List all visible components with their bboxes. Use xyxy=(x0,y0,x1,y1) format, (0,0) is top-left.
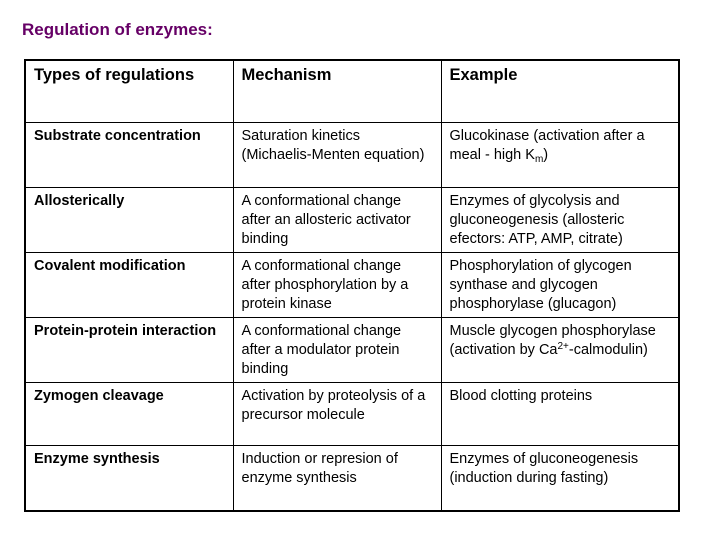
regulation-type-cell: Zymogen cleavage xyxy=(25,383,233,446)
example-text-end: -calmodulin) xyxy=(568,342,648,358)
page-title: Regulation of enzymes: xyxy=(22,20,213,39)
regulation-type-cell: Protein-protein interaction xyxy=(25,318,233,383)
ca-superscript: 2+ xyxy=(557,341,569,352)
table-row xyxy=(25,383,679,446)
regulation-type-cell: Covalent modification xyxy=(25,253,233,318)
mechanism-cell: A conformational change after an allosteric activator binding xyxy=(233,188,441,253)
example-cell: Enzymes of gluconeogenesis (induction during fasting) xyxy=(441,446,679,511)
mechanism-cell: A conformational change after a modulator protein binding xyxy=(233,318,441,383)
table-row xyxy=(25,446,679,511)
regulation-type-cell: Allosterically xyxy=(25,188,233,253)
example-cell xyxy=(441,123,679,188)
km-subscript: m xyxy=(534,154,544,165)
example-text-end: ) xyxy=(543,147,549,163)
example-cell: Phosphorylation of glycogen synthase and glycogen phosphorylase (glucagon) xyxy=(441,253,679,318)
regulation-type-cell: Enzyme synthesis xyxy=(25,446,233,511)
header-example: Example xyxy=(441,60,679,123)
mechanism-cell: Saturation kinetics (Michaelis-Menten equation) xyxy=(233,123,441,188)
example-text: Muscle glycogen phosphorylase (activation by Ca xyxy=(449,323,656,358)
regulation-type-cell: Substrate concentration xyxy=(25,123,233,188)
header-mechanism: Mechanism xyxy=(233,60,441,123)
example-text: Glucokinase (activation after a meal - high K xyxy=(449,128,645,163)
example-cell xyxy=(441,318,679,383)
table-row xyxy=(25,318,679,383)
table-row xyxy=(25,123,679,188)
mechanism-cell: Induction or represion of enzyme synthesis xyxy=(233,446,441,511)
header-types-of-regulations: Types of regulations xyxy=(25,60,233,123)
regulation-table xyxy=(24,59,680,512)
table-row xyxy=(25,188,679,253)
table-header-row xyxy=(25,60,679,123)
mechanism-cell: A conformational change after phosphorylation by a protein kinase xyxy=(233,253,441,318)
mechanism-cell: Activation by proteolysis of a precursor molecule xyxy=(233,383,441,446)
table-row xyxy=(25,253,679,318)
example-cell: Enzymes of glycolysis and gluconeogenesis (allosteric efectors: ATP, AMP, citrate) xyxy=(441,188,679,253)
example-cell: Blood clotting proteins xyxy=(441,383,679,446)
